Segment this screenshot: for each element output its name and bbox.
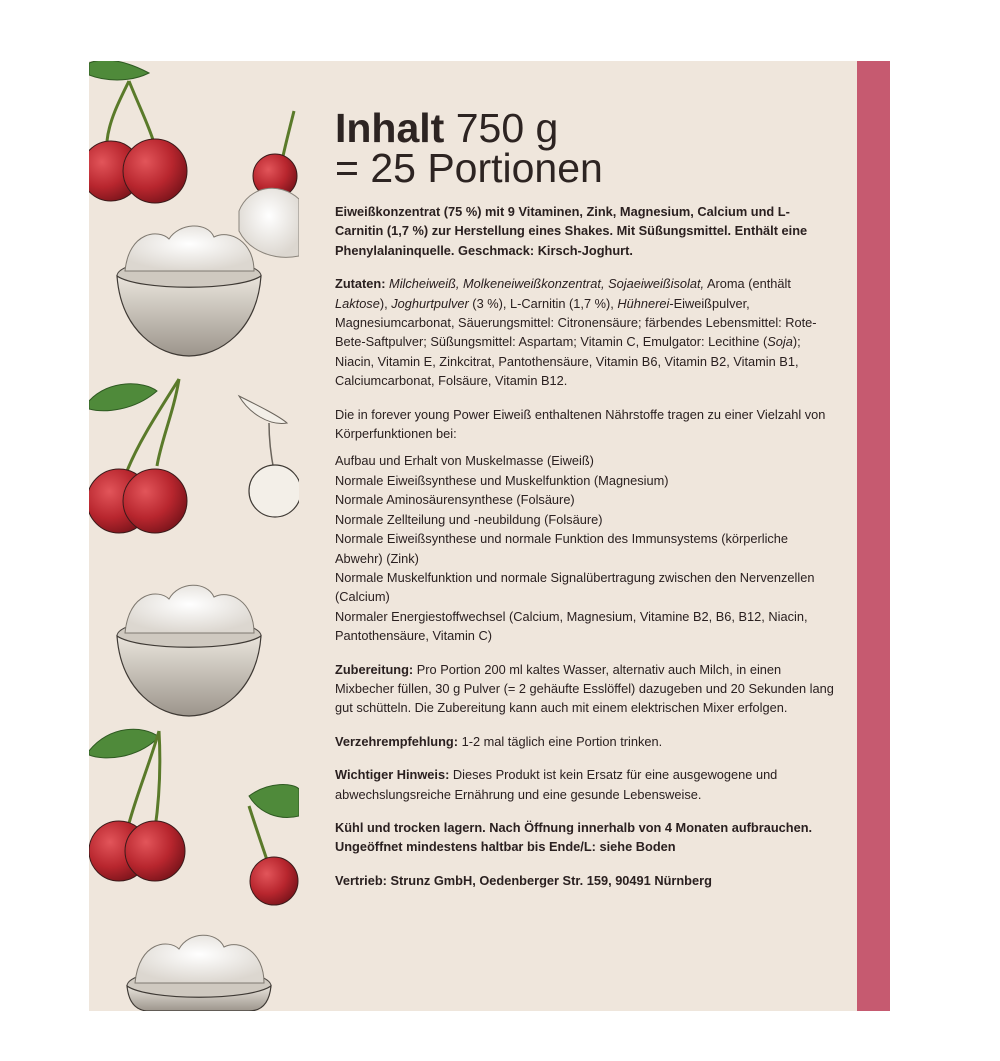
- accent-strip: [857, 61, 890, 1011]
- leaf-icon: [89, 61, 149, 80]
- product-title: [335, 105, 835, 191]
- claim-item: Normale Eiweißsynthese und Muskelfunktion (Magnesium): [335, 472, 669, 488]
- ingredient-run: ); Niacin, Vitamin E, Zinkcitrat, Pantothensäure, Vitamin B6, Vitamin B2, Vitamin B1, Calciumcarbonat, Folsäure, Vitamin B12.: [335, 334, 801, 389]
- ingredient-run: Laktose: [335, 295, 380, 311]
- product-description: Eiweißkonzentrat (75 %) mit 9 Vitaminen, Zink, Magnesium, Calcium und L-Carnitin (1,7 %) zur Herstellung eines Shakes. Mit Süßungsmittel. Enthält eine Phenylalaninquelle. Geschmack: Kirsch-Joghurt.: [335, 204, 808, 258]
- recommendation-label: Verzehrempfehlung:: [335, 733, 459, 749]
- claim-item: Normale Eiweißsynthese und normale Funktion des Immunsystems (körperliche Abwehr) (Zink): [335, 531, 789, 566]
- label-text-block: [335, 105, 835, 904]
- cherry-icon: [239, 111, 299, 257]
- storage-info: Kühl und trocken lagern. Nach Öffnung innerhalb von 4 Monaten aufbrauchen. Ungeöffnet mindestens haltbar bis Ende/L: siehe Boden: [335, 819, 813, 855]
- yogurt-bowl-icon: [117, 585, 261, 716]
- ingredient-run: Soja: [767, 334, 793, 350]
- ingredient-run: Aroma (enthält: [704, 276, 791, 292]
- yogurt-bowl-icon: [127, 935, 271, 1011]
- claim-item: Aufbau und Erhalt von Muskelmasse (Eiweiß): [335, 453, 594, 469]
- ingredient-run: ),: [379, 295, 392, 311]
- leaf-icon: [89, 729, 159, 758]
- ingredient-run: Hühnerei: [617, 295, 670, 311]
- cherry-yogurt-illustration: [89, 61, 299, 1011]
- cherry-icon: [89, 81, 187, 203]
- recommendation-text: 1-2 mal täglich eine Portion trinken.: [458, 733, 663, 749]
- distributor-info: Vertrieb: Strunz GmbH, Oedenberger Str. 159, 90491 Nürnberg: [335, 872, 712, 888]
- ingredient-run: Joghurtpulver: [391, 295, 469, 311]
- title-portions: = 25 Portionen: [335, 145, 603, 191]
- title-bold: Inhalt: [335, 105, 445, 151]
- preparation: [335, 660, 835, 718]
- preparation-label: Zubereitung:: [335, 661, 414, 677]
- yogurt-bowl-icon: [117, 226, 261, 356]
- preparation-text: Pro Portion 200 ml kaltes Wasser, alternativ auch Milch, in einen Mixbecher füllen, 30 g Pulver (= 2 gehäufte Esslöffel) dazugeben und 20 Sekunden lang gut schütteln. Die Zubereitung kann auch mit einem elektrischen Mixer erfolgen.: [335, 661, 834, 716]
- illustration-svg: [89, 61, 299, 1011]
- ingredients-label: Zutaten:: [335, 276, 386, 292]
- title-weight: 750 g: [444, 105, 559, 151]
- notice: [335, 765, 835, 804]
- claim-item: Normale Muskelfunktion und normale Signalübertragung zwischen den Nervenzellen (Calcium): [335, 569, 815, 605]
- ingredient-run: -Eiweißpulver, Magnesiumcarbonat, Säuerungsmittel: Citronensäure; färbendes Lebensmittel: Rote-Bete-Saftpulver; Süßungsmittel: Aspartam; Vitamin C, Emulgator: Lecithine (: [335, 295, 817, 350]
- claim-item: Normale Zellteilung und -neubildung (Folsäure): [335, 511, 603, 527]
- leaf-icon: [89, 384, 157, 411]
- claims-list: [335, 451, 835, 645]
- cherry-icon: [249, 806, 298, 905]
- notice-label: Wichtiger Hinweis:: [335, 767, 450, 783]
- ingredient-run: (3 %), L-Carnitin (1,7 %),: [468, 295, 618, 311]
- leaf-icon: [249, 785, 299, 818]
- notice-text: Dieses Produkt ist kein Ersatz für eine ausgewogene und abwechslungsreiche Ernährung und eine gesunde Lebensweise.: [335, 767, 778, 802]
- claim-item: Normale Aminosäurensynthese (Folsäure): [335, 492, 575, 508]
- claims-intro: Die in forever young Power Eiweiß enthaltenen Nährstoffe tragen zu einer Vielzahl von Körperfunktionen bei:: [335, 406, 826, 442]
- ingredients: [335, 274, 835, 390]
- recommendation: [335, 732, 835, 751]
- ingredients-text: [335, 276, 817, 388]
- cherry-sketch-icon: [239, 396, 299, 517]
- claim-item: Normaler Energiestoffwechsel (Calcium, Magnesium, Vitamine B2, B6, B12, Niacin, Pantothensäure, Vitamin C): [335, 608, 808, 644]
- ingredient-run: Milcheiweiß, Molkeneiweißkonzentrat, Sojaeiweißisolat,: [389, 276, 705, 292]
